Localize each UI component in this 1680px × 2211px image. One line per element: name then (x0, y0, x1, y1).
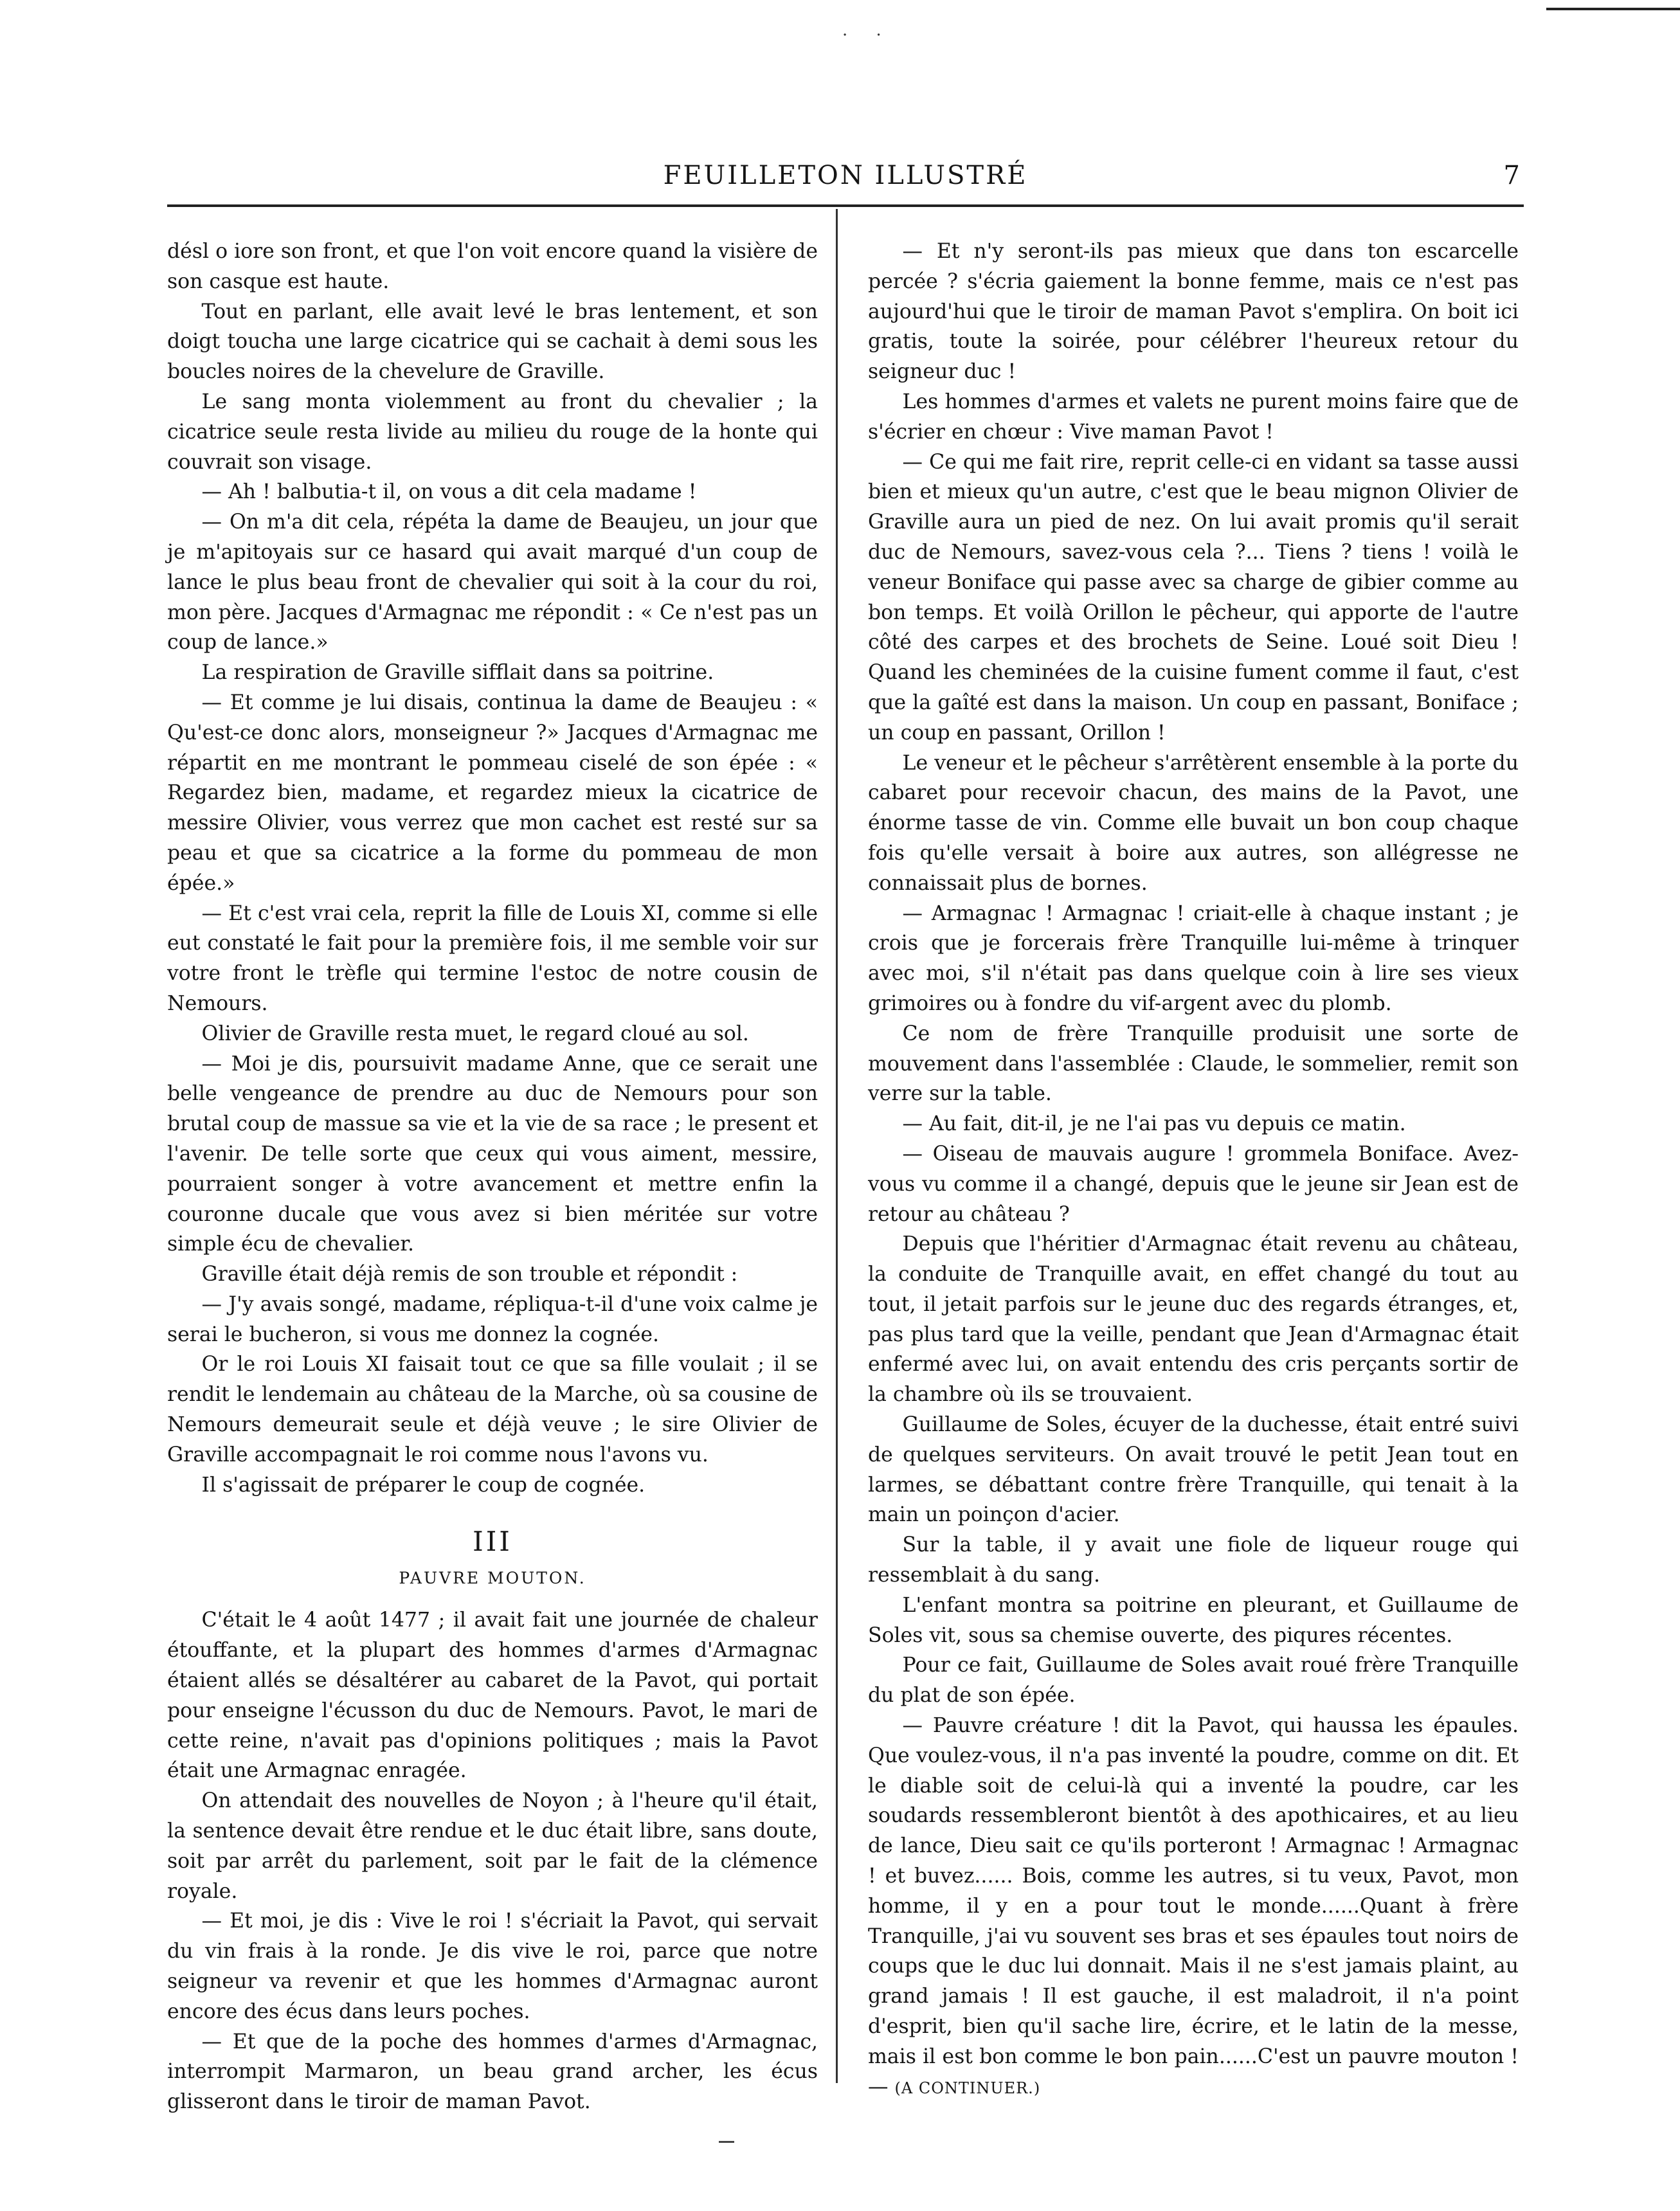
paragraph: — Moi je dis, poursuivit madame Anne, que ce serait une belle vengeance de prendre au duc de Nemours pour son brutal coup de massue sa vie et la vie de sa race ; le present et l'avenir. De telle sorte que ceux qui vous aiment, messire, pourraient songer à votre avancement et mettre enfin la couronne ducale que vous avez si bien méritée sur votre simple écu de chevalier. (167, 1052, 818, 1256)
paragraph: — Au fait, dit-il, je ne l'ai pas vu depuis ce matin. (902, 1112, 1406, 1136)
paragraph: — On m'a dit cela, répéta la dame de Beaujeu, un jour que je m'apitoyais sur ce hasard qui avait marqué d'un coup de lance le plus beau front de chevalier qui soit à la cour du roi, mon père. Jacques d'Armagnac me répondit : « Ce n'est pas un coup de lance.» (167, 510, 818, 654)
left-column (167, 237, 818, 2117)
paragraph: On attendait des nouvelles de Noyon ; à l'heure qu'il était, la sentence devait être rendue et le duc était libre, sans doute, soit par arrêt du parlement, soit par le fait de la clémence royale. (167, 1789, 818, 1903)
column-divider (836, 209, 838, 2083)
page-number: 7 (1503, 161, 1520, 190)
paragraph: La respiration de Graville sifflait dans sa poitrine. (201, 661, 714, 685)
header-rule (167, 204, 1524, 207)
running-head (167, 161, 1524, 199)
paragraph: — Et moi, je dis : Vive le roi ! s'écriait la Pavot, qui servait du vin frais à la ronde. Je dis vive le roi, parce que notre seigneur va revenir et que les hommes d'Armagnac auront encore des écus dans leurs poches. (167, 1909, 818, 2023)
paragraph: Tout en parlant, elle avait levé le bras lentement, et son doigt toucha une large cicatrice qui se cachait à demi sous les boucles noires de la chevelure de Graville. (167, 300, 818, 384)
paragraph: Les hommes d'armes et valets ne purent moins faire que de s'écrier en chœur : Vive maman Pavot ! (868, 390, 1519, 444)
chapter-title: PAUVRE MOUTON. (399, 1569, 586, 1588)
paragraph: Pour ce fait, Guillaume de Soles avait roué frère Tranquille du plat de son épée. (868, 1654, 1519, 1708)
paragraph: C'était le 4 août 1477 ; il avait fait une journée de chaleur étouffante, et la plupart des hommes d'armes d'Armagnac étaient allés se désaltérer au cabaret de la Pavot, qui portait pour enseigne l'écusson du duc de Nemours. Pavot, le mari de cette reine, n'avait pas d'opinions politiques ; mais la Pavot était une Armagnac enragée. (167, 1609, 818, 1783)
running-title: FEUILLETON ILLUSTRÉ (663, 161, 1028, 190)
paragraph: — Armagnac ! Armagnac ! criait-elle à chaque instant ; je crois que je forcerais frère Tranquille lui-même à trinquer avec moi, s'il n'était pas dans quelque coin à lire ses vieux grimoires ou à fondre du vif-argent avec du plomb. (868, 901, 1519, 1015)
paragraph: Depuis que l'héritier d'Armagnac était revenu au château, la conduite de Tranquille avait, en effet changé du tout au tout, il jetait parfois sur le jeune duc des regards étranges, et, pas plus tard que la veille, pendant que Jean d'Armagnac était enfermé avec lui, on avait entendu des cris perçants sortir de la chambre où ils se trouvaient. (868, 1232, 1519, 1407)
paragraph: Guillaume de Soles, écuyer de la duchesse, était entré suivi de quelques serviteurs. On avait trouvé le petit Jean tout en larmes, se débattant contre frère Tranquille, qui tenait à la main un poinçon d'acier. (868, 1413, 1519, 1527)
final-paragraph-text: — Pauvre créature ! dit la Pavot, qui haussa les épaules. Que voulez-vous, il n'a pas inventé la poudre, comme on dit. Et le diable soit de celui-là qui a inventé la poudre, car les soudards ressembleront bientôt à des apothicaires, et au lieu de lance, Dieu sait ce qu'ils porteront ! Armagnac ! Armagnac ! et buvez...... Bois, comme les autres, si tu veux, Pavot, mon homme, il y en a pour tout le monde......Quant à frère Tranquille, j'ai vu souvent ses bras et ses épaules tout noirs de coups que le duc lui donnait. Mais il ne s'est jamais plaint, au grand jamais ! Il est gauche, il est maladroit, il n'a point d'esprit, bien qu'il sache lire, écrire, et le latin de la messe, mais il est bon comme le bon pain......C'est un pauvre mouton ! — (868, 1714, 1519, 2098)
paragraph: — Ah ! balbutia-t il, on vous a dit cela madame ! (201, 480, 697, 504)
paragraph: Le sang monta violemment au front du chevalier ; la cicatrice seule resta livide au milieu du rouge de la honte qui couvrait son visage. (167, 390, 818, 474)
top-marks: · · (842, 26, 893, 45)
chapter-number: III (473, 1526, 512, 1558)
paragraph: — Ce qui me fait rire, reprit celle-ci en vidant sa tasse aussi bien et mieux qu'un autre, c'est que le beau mignon Olivier de Graville aura un pied de nez. On lui avait promis qu'il serait duc de Nemours, savez-vous cela ?... Tiens ? tiens ! voilà le veneur Boniface qui passe avec sa charge de gibier comme au bon temps. Et voilà Orillon le pêcheur, qui apporte de l'autre côté des carpes et des brochets de Seine. Loué soit Dieu ! Quand les cheminées de la cuisine fument comme il faut, c'est que la gaîté est dans la maison. Un coup en passant, Boniface ; un coup en passant, Orillon ! (868, 450, 1519, 745)
paragraph: — J'y avais songé, madame, répliqua-t-il d'une voix calme je serai le bucheron, si vous me donnez la cognée. (167, 1292, 818, 1346)
paragraph: Le veneur et le pêcheur s'arrêtèrent ensemble à la porte du cabaret pour recevoir chacun, des mains de la Pavot, une énorme tasse de vin. Comme elle buvait un bon coup chaque fois qu'elle versait à boire aux autres, son allégresse ne connaissait plus de bornes. (868, 751, 1519, 895)
paragraph: Olivier de Graville resta muet, le regard cloué au sol. (201, 1022, 749, 1045)
paragraph: Sur la table, il y avait une fiole de liqueur rouge qui ressemblait à du sang. (868, 1533, 1519, 1587)
paragraph: Ce nom de frère Tranquille produisit une sorte de mouvement dans l'assemblée : Claude, le sommelier, remit son verre sur la table. (868, 1022, 1519, 1106)
paragraph: — Et que de la poche des hommes d'armes d'Armagnac, interrompit Marmaron, un beau grand archer, les écus glisseront dans le tiroir de maman Pavot. (167, 2030, 818, 2114)
top-right-rule (1546, 8, 1680, 10)
continuation-note: (A CONTINUER.) (894, 2079, 1041, 2097)
paragraph: — Oiseau de mauvais augure ! grommela Boniface. Avez-vous vu comme il a changé, depuis que le jeune sir Jean est de retour au château ? (868, 1142, 1519, 1226)
final-paragraph (868, 1711, 1519, 2103)
bottom-mark (719, 2141, 734, 2143)
paragraph: Graville était déjà remis de son trouble et répondit : (201, 1263, 738, 1286)
paragraph: — Et c'est vrai cela, reprit la fille de Louis XI, comme si elle eut constaté le fait pour la première fois, il me semble voir sur votre front le trèfle qui termine l'estoc de notre cousin de Nemours. (167, 901, 818, 1015)
paragraph: — Et n'y seront-ils pas mieux que dans ton escarcelle percée ? s'écria gaiement la bonne femme, mais ce n'est pas aujourd'hui que le tiroir de maman Pavot s'emplira. On boit ici gratis, toute la soirée, pour célébrer l'heureux retour du seigneur duc ! (868, 240, 1519, 384)
paragraph: Or le roi Louis XI faisait tout ce que sa fille voulait ; il se rendit le lendemain au château de la Marche, où sa cousine de Nemours demeurait seule et déjà veuve ; le sire Olivier de Graville accompagnait le roi comme nous l'avons vu. (167, 1353, 818, 1466)
paragraph: Il s'agissait de préparer le coup de cognée. (201, 1473, 646, 1497)
paragraph: — Et comme je lui disais, continua la dame de Beaujeu : « Qu'est-ce donc alors, monseigneur ?» Jacques d'Armagnac me répartit en me montrant le pommeau ciselé de son épée : « Regardez bien, madame, et regardez mieux la cicatrice de messire Olivier, vous verrez que mon cachet est resté sur sa peau et que sa cicatrice a la forme du pommeau de mon épée.» (167, 690, 818, 895)
paragraph: L'enfant montra sa poitrine en pleurant, et Guillaume de Soles vit, sous sa chemise ouverte, des piqures récentes. (868, 1593, 1519, 1647)
right-column (868, 237, 1519, 2103)
paragraph: désl o iore son front, et que l'on voit encore quand la visière de son casque est haute. (167, 240, 818, 293)
